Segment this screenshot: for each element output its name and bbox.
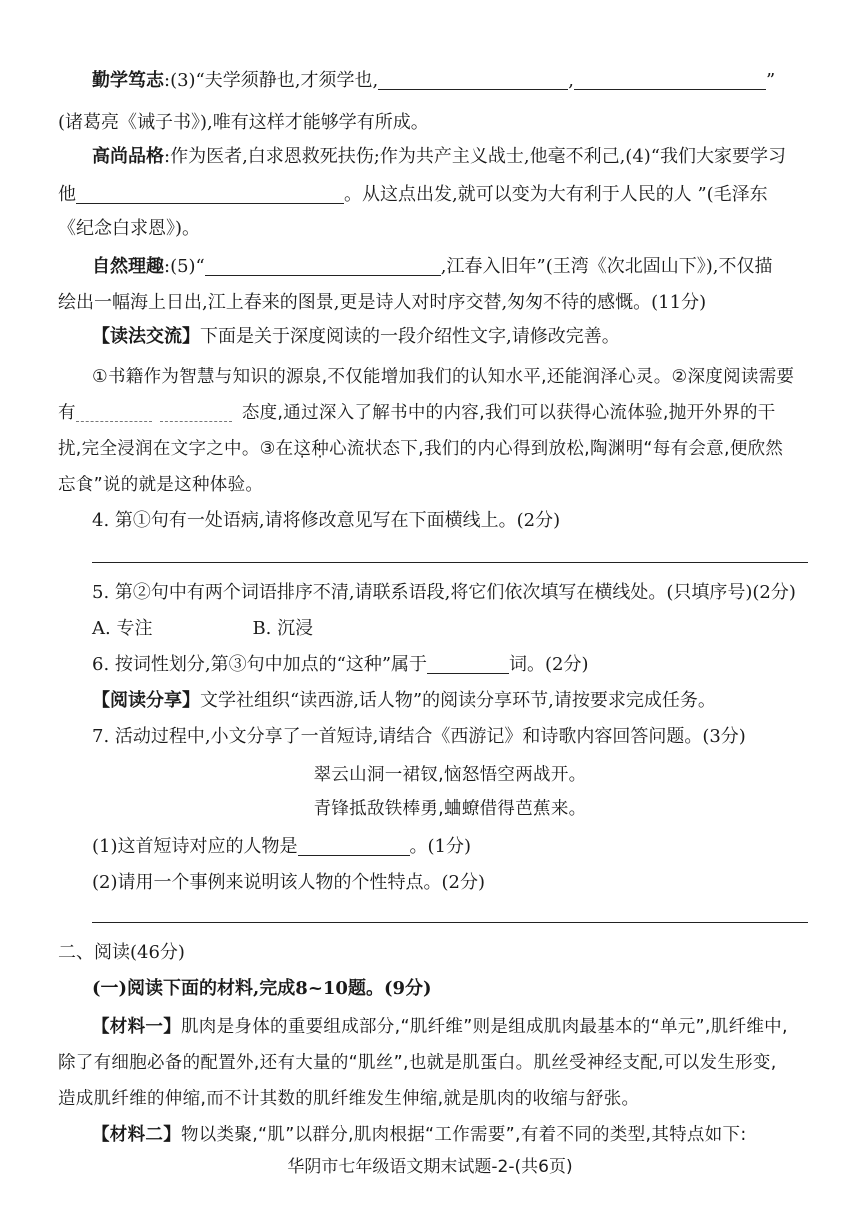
answer-blank-order-1[interactable] [76,401,152,422]
s2-line3: 《纪念白求恩》)。 [58,218,201,239]
s2-line1 [92,144,808,170]
dotted-char-zhong: 种 [311,439,330,459]
q6-text-a: 6. 按词性划分,第③句中加点的“这种”属于 [92,654,428,675]
answer-line-7-2[interactable] [92,922,808,923]
s2-text: :作为医者,白求恩救死扶伤;作为共产主义战士,他毫不利己,(4)“我们大家要学习 [164,146,786,167]
s3-title: 自然理趣 [92,256,164,277]
question-7: 7. 活动过程中,小文分享了一首短诗,请结合《西游记》和诗歌内容回答问题。(3分) [92,726,746,747]
poem-line-1: 翠云山洞一裙钗,恼怒悟空两战开。 [313,765,587,785]
material-1-line1 [92,1014,808,1040]
material-1-text1: 肌肉是身体的重要组成部分,“肌纤维”则是组成肌肉最基本的“单元”,肌纤维中, [181,1017,788,1037]
question-5: 5. 第②句中有两个词语排序不清,请联系语段,将它们依次填写在横线处。(只填序号)(2分) [92,582,796,603]
dufa-intro-line [92,324,808,350]
question-6 [92,652,808,678]
answer-blank-3b[interactable] [574,69,766,90]
dufa-p3-a: 扰,完全浸润在文字之中。③在 [58,439,294,459]
s3-text-a2: ,江春入旧年”(王湾《次北固山下》),不仅描 [440,256,773,277]
s1-line2: (诸葛亮《诫子书》),唯有这样才能够学有所成。 [58,112,429,133]
material-1-line2: 除了有细胞必备的配置外,还有大量的“肌丝”,也就是肌蛋白。肌丝受神经支配,可以发生形变, [58,1053,777,1073]
material-2-text1: 物以类聚,“肌”以群分,肌肉根据“工作需要”,有着不同的类型,其特点如下: [181,1125,747,1145]
share-intro: 文学社组织“读西游,话人物”的阅读分享环节,请按要求完成任务。 [200,690,716,711]
s1-text: :(3)“夫学须静也,才须学也, [164,70,379,91]
poem-line-2: 青锋抵敌铁棒勇,蛐蟟借得芭蕉来。 [313,799,587,819]
s2-title: 高尚品格 [92,146,164,167]
s2-line2 [58,182,808,208]
option-b: B. 沉浸 [252,618,314,639]
q6-text-b: 词。(2分) [509,654,589,675]
dufa-p2-b: 态度,通过深入了解书中的内容,我们可以获得心流体验,抛开外界的干 [241,403,776,423]
question-5-options [92,616,808,642]
question-7-2: (2)请用一个事例来说明该人物的个性特点。(2分) [92,872,485,893]
s2-text-b1: 他 [58,184,76,205]
page-footer: 华阴市七年级语文期末试题-2-(共6页) [287,1157,573,1177]
dufa-p3 [58,436,808,462]
s3-line2: 绘出一幅海上日出,江上春来的图景,更是诗人对时序交替,匆匆不待的感慨。(11分) [58,292,707,313]
answer-line-4[interactable] [92,562,808,563]
dufa-p4: 忘食”说的就是这种体验。 [58,475,264,495]
s2-text-b2: 。从这点出发,就可以变为大有利于人民的人 ”(毛泽东 [344,184,768,205]
q7-1-text-b: 。(1分) [409,836,471,857]
dufa-p2-a: 有 [58,403,76,423]
answer-blank-4[interactable] [76,183,344,204]
dufa-p1: ①书籍作为智慧与知识的源泉,不仅能增加我们的认知水平,还能润泽心灵。②深度阅读需要 [92,367,795,387]
answer-blank-6[interactable] [427,653,509,674]
answer-blank-5[interactable] [205,255,441,276]
s1-close-quote: ” [765,70,776,91]
dufa-intro: 下面是关于深度阅读的一段介绍性文字,请修改完善。 [200,326,620,347]
s1-title: 勤学笃志 [92,70,164,91]
s3-line1 [92,254,808,280]
section-2-title: 二、阅读(46分) [58,942,185,963]
dotted-char-zhe: 这 [293,439,312,459]
answer-blank-3a[interactable] [378,69,568,90]
s1-line1 [92,68,808,94]
material-2-label: 【材料二】 [92,1125,181,1145]
s3-text-a1: :(5)“ [164,256,205,277]
share-line [92,688,808,714]
dufa-p3-b: 心流状态下,我们的内心得到放松,陶渊明“每有会意,便欣然 [329,439,784,459]
question-7-1 [92,834,808,860]
part-1-title: (一)阅读下面的材料,完成8~10题。(9分) [92,978,432,999]
dufa-p2 [58,400,808,426]
question-4: 4. 第①句有一处语病,请将修改意见写在下面横线上。(2分) [92,510,561,531]
s1-comma: , [568,70,574,91]
q7-1-text-a: (1)这首短诗对应的人物是 [92,836,298,857]
material-1-line3: 造成肌纤维的伸缩,而不计其数的肌纤维发生伸缩,就是肌肉的收缩与舒张。 [58,1089,640,1109]
share-heading: 【阅读分享】 [92,690,200,711]
answer-blank-7-1[interactable] [298,835,410,856]
dufa-heading: 【读法交流】 [92,326,200,347]
material-1-label: 【材料一】 [92,1017,181,1037]
material-2-line1 [92,1122,808,1148]
answer-blank-order-2[interactable] [160,401,232,422]
option-a: A. 专注 [92,618,153,639]
